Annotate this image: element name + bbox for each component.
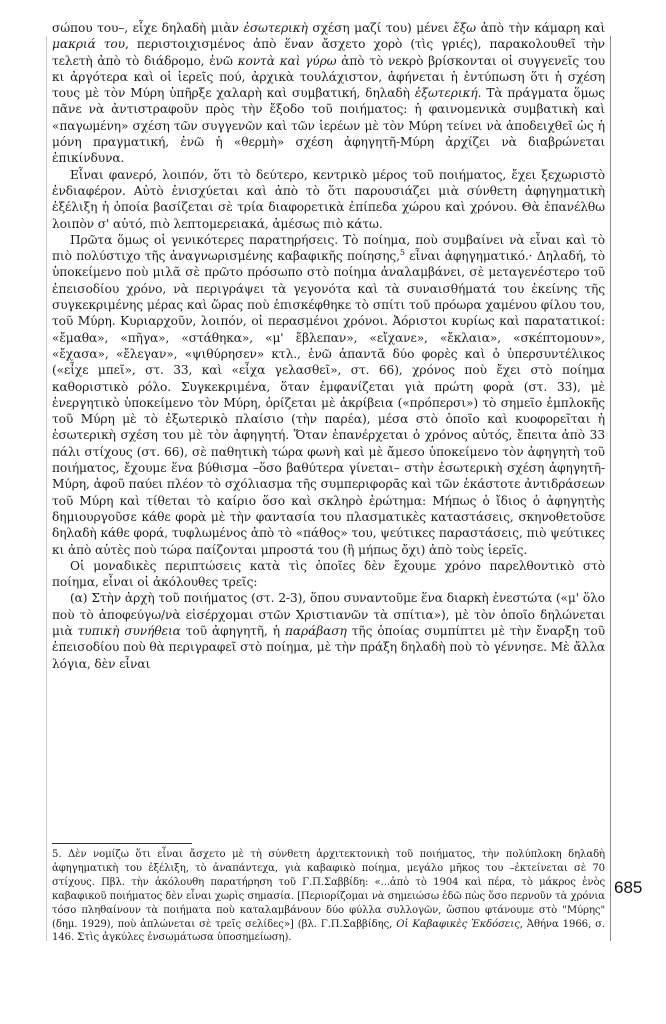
paragraph xyxy=(52,167,605,232)
text-run: τῆς ὁποίας συμπίπτει μὲ τὴν ἔναρξη τοῦ ἐπεισοδίου ποὺ θὰ περιγραφεῖ στὸ ποίημα, μὲ τὴν πράξη δηλαδὴ ποὺ τὸ γέννησε. Μὲ ἄλλα λόγια, δὲν εἶναι xyxy=(52,623,606,671)
emphasis-text: παράβαση xyxy=(285,623,347,638)
text-run: σώπου του–, εἶχε δηλαδὴ μιὰν xyxy=(52,21,244,35)
paragraph xyxy=(52,20,605,167)
text-run: Πρῶτα ὅμως οἱ γενικότερες παρατηρήσεις. Τὸ ποίημα, ποὺ συμβαίνει νὰ εἶναι καὶ τὸ πιὸ πολύστιχο τῆς ἀναγνωρισμένης καβαφικῆς ποίησης, xyxy=(52,232,605,264)
text-run: , Ἀθήνα 1966, σ. 146. Στὶς ἀγκύλες ἐνσωμάτωσα ὑποσημείωση). xyxy=(52,918,605,944)
text-run: ἀπὸ τὴν κάμαρη καὶ xyxy=(476,21,606,35)
text-run: σχέση μαζί του) μένει xyxy=(307,21,454,35)
body-text xyxy=(52,20,605,672)
text-run: , περιστοιχισμένος ἀπὸ ἕναν ἄσχετο χορὸ (τὶς γριές), παρακολουθεῖ τὴν τελετὴ ἀπὸ τὸ διάδρομο, ἐνῶ xyxy=(52,37,605,68)
footnote-text xyxy=(52,848,605,945)
emphasis-text: ἐξωτερική xyxy=(414,86,478,101)
emphasis-text: ἔξω xyxy=(453,21,477,35)
emphasis-text: ἐσωτερικὴ xyxy=(243,21,308,35)
text-run: . Τὰ πράγματα ὅμως πᾶνε νὰ ἀντιστραφοῦν πρὸς τὴν ἔξοδο τοῦ ποιήματος: ἡ φαινομενικὰ συμβατικὴ καὶ «παγωμένη» σχέση τῶν συγγενῶν καὶ τῶν ἱερέων μὲ τὸν Μύρη τείνει νὰ ἀποδειχθεῖ ὡς ἡ μόνη πραγματική, ἐνῶ ἡ «θερμὴ» σχέση ἀφηγητῆ-Μύρη ἀρχίζει νὰ διαβρώνεται ἐπικίνδυνα. xyxy=(52,86,605,166)
emphasis-text: κοντὰ καὶ γύρω xyxy=(237,53,337,68)
paragraph xyxy=(52,558,605,591)
paragraph xyxy=(52,232,605,558)
page-edge-shadow xyxy=(46,36,47,941)
emphasis-text: μακριά του xyxy=(52,37,125,52)
text-run: Οἱ μοναδικὲς περιπτώσεις κατὰ τὶς ὁποῖες δὲν ἔχουμε χρόνο παρελθοντικὸ στὸ ποίημα, εἶναι οἱ ἀκόλουθες τρεῖς: xyxy=(52,558,605,590)
text-run: (α) Στὴν ἀρχὴ τοῦ ποιήματος (στ. 2-3), ὅπου συναντοῦμε ἕνα διαρκὴ ἐνεστώτα («μ' ὅλο ποὺ τὸ ἀποφεύγω/νὰ εἰσέρχομαι στῶν Χριστιανῶν τὰ σπίτια»), μὲ τὸν ὁποῖο δηλώνεται μιὰ xyxy=(52,591,605,638)
text-run: 5. Δὲν νομίζω ὅτι εἶναι ἄσχετο μὲ τὴ σύνθετη ἀρχιτεκτονικὴ τοῦ ποιήματος, τὴν πολύπλοκη δηλαδὴ ἀφηγηματικὴ του ἐξέλιξη, τὸ ἀναπάντεχα, γιὰ καβαφικὸ ποίημα, μεγάλο μῆκος του –ἐκτείνεται σὲ 70 στίχους. Πβλ. τὴν ἀκόλουθη παρατήρηση τοῦ Γ.Π.Σαββίδη: «...ἀπὸ τὸ 1904 καὶ πέρα, τὸ μάκρος ἑνὸς καβαφικοῦ ποιήματος δὲν εἶναι χωρὶς σημασία. [Περιορίζομαι νὰ σημειώσω ἐδῶ πὼς ὅσο περνοῦν τὰ χρόνια τόσο πληθαίνουν τὰ ποιήματα ποὺ καταλαμβάνουν δύο φύλλα συλλογῶν, ὥσπου φτάνουμε στὸ "Μύρης" (δημ. 1929), ποὺ ἁπλώνεται σὲ τρεῖς σελίδες»] (βλ. Γ.Π.Σαββίδης, xyxy=(52,849,605,930)
text-run: τοῦ ἀφηγητῆ, ἡ xyxy=(180,623,285,638)
emphasis-text: τυπικὴ συνήθεια xyxy=(77,623,181,638)
paragraph xyxy=(52,590,605,671)
page-margin-rule xyxy=(610,36,611,941)
text-run: ἀπὸ τὸ νεκρὸ βρίσκονται οἱ συγγενεῖς του κι ἀργότερα καὶ οἱ ἱερεῖς πού, ἀρχικὰ τουλάχιστον, ἀφήνεται ἡ ἐντύπωση ὅτι ἡ σχέση τους μὲ τὸν Μύρη ὑπῆρξε χαλαρὴ καὶ συμβατική, δηλαδὴ xyxy=(52,53,606,101)
text-run: εἶναι ἀφηγηματικό.· Δηλαδή, τὸ ὑποκείμενο ποὺ μιλᾶ σὲ πρῶτο πρόσωπο στὸ ποίημα ἀναλαμβάνει, σὲ μεταγενέστερο τοῦ ἐπεισοδίου χρόνο, νὰ περιγράψει τὰ γεγονότα καὶ τὰ συναισθήματά του ἐκείνης τῆς συγκεκριμένης μέρας καὶ ὥρας ποὺ ἐπισκέφθηκε τὸ σπίτι τοῦ πρόωρα χαμένου φίλου του, τοῦ Μύρη. Κυριαρχοῦν, λοιπόν, οἱ περασμένοι χρόνοι. Ἀόριστοι κυρίως καὶ παρατατικοί: «ἔμαθα», «πῆγα», «στάθηκα», «μ' ἔβλεπαν», «εἴχανε», «ἔκλαια», «σκέπτομουν», «ἔχασα», «ἔλεγαν», «ψιθύρησεν» κτλ., ἐνῶ ἀπαντᾶ δύο φορὲς καὶ ὁ ὑπερσυντέλικος («εἶχε μπεῖ», στ. 33, καὶ «εἶχα γελασθεῖ», στ. 66), χρόνος ποὺ ἔχει στὸ ποίημα καθοριστικὸ ρόλο. Συγκεκριμένα, ὅταν ἐμφανίζεται γιὰ πρώτη φορὰ (στ. 33), μὲ ἐνεργητικὸ ὑποκείμενο τὸν Μύρη, ὁρίζεται μὲ ἀκρίβεια («πρόπερσι») τὸ σημεῖο ἐμπλοκῆς τοῦ Μύρη μὲ τὸ ἐξωτερικὸ πλαίσιο (τὴν παρέα), μέσα στὸ ὁποῖο καὶ κυοφορεῖται ἡ ἐσωτερικὴ σχέση του μὲ τὸν ἀφηγητή. Ὅταν ἐπανέρχεται ὁ χρόνος αὐτός, ἔπειτα ἀπὸ 33 πάλι στίχους (στ. 66), σὲ παθητικὴ τώρα φωνὴ καὶ μὲ ἄμεσο ὑποκείμενο τὸν ἀφηγητὴ τοῦ ποιήματος, ἔχουμε ἕνα βύθισμα –ὅσο βαθύτερα γίνεται– στὴν ἐσωτερικὴ σχέση ἀφηγητῆ- Μύρη, ἀφοῦ παύει πλέον τὸ σχόλιασμα τῆς συμπεριφορᾶς καὶ τῶν ἑκάστοτε ἀντιδράσεων τοῦ Μύρη καὶ τίθεται τὸ καίριο ὅσο καὶ σκληρὸ ἐρώτημα: Μήπως ὁ ἴδιος ὁ ἀφηγητὴς δημιουργοῦσε κάθε φορὰ μὲ τὴν φαντασία του πλασματικὲς καταστάσεις, σκηνοθετοῦσε δηλαδὴ κάθε φορά, τυφλωμένος ἀπὸ τὸ «πάθος» του, ψεύτικες παραστάσεις, πιὸ ψεύτικες κι ἀπὸ αὐτὲς ποὺ τώρα παίζονται μπροστά του (ἢ μήπως ὄχι) ἀπὸ τοὺς ἱερεῖς. xyxy=(52,249,605,557)
emphasis-text: Οἱ Καβαφικὲς Ἐκδόσεις xyxy=(396,918,520,930)
footnote-ref[interactable]: 5 xyxy=(399,248,405,258)
text-run: Εἶναι φανερό, λοιπόν, ὅτι τὸ δεύτερο, κεντρικὸ μέρος τοῦ ποιήματος, ἔχει ξεχωριστὸ ἐνδιαφέρον. Αὐτὸ ἐνισχύεται καὶ ἀπὸ τὸ ὅτι παρουσιάζει μιὰ σύνθετη ἀφηγηματικὴ ἐξέλιξη ἡ ὁποία βασίζεται σὲ τρία διαφορετικὰ ἐπίπεδα χώρου καὶ χρόνου. Θὰ ἐπανέλθω λοιπὸν σ' αὐτό, πιὸ λεπτομερειακά, ἀμέσως πιὸ κάτω. xyxy=(52,167,605,231)
footnote xyxy=(52,848,605,945)
footnote-separator xyxy=(52,843,192,844)
page-number: 685 xyxy=(614,878,643,897)
